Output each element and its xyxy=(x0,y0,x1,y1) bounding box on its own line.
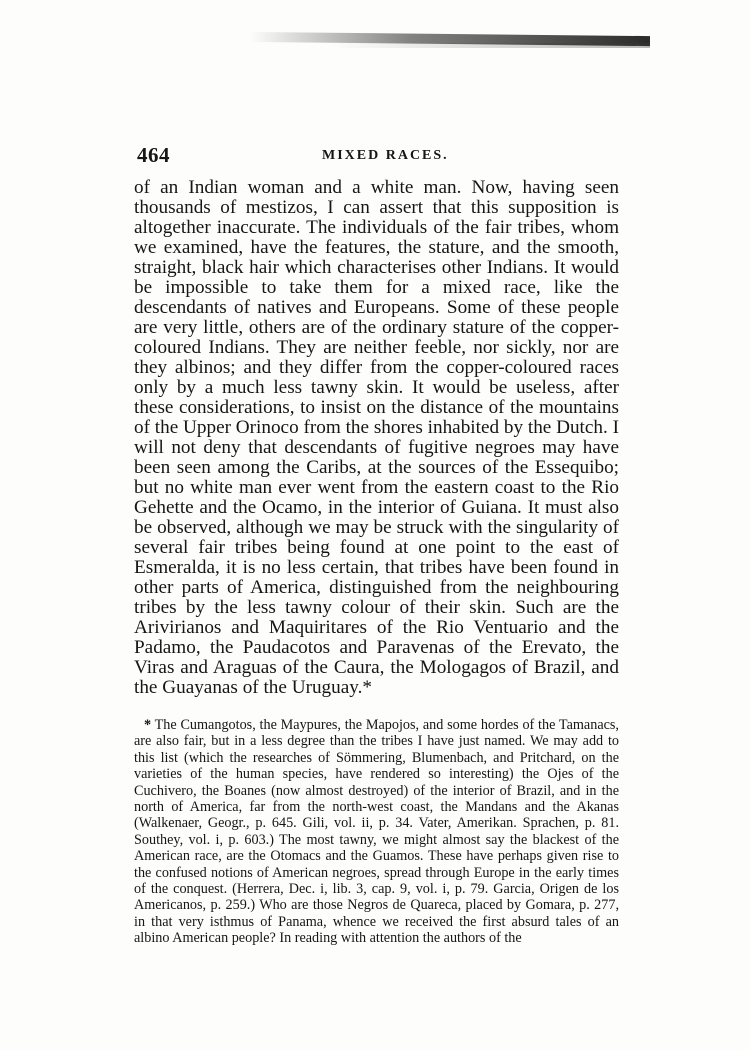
running-head: MIXED RACES. xyxy=(322,148,449,163)
footnote xyxy=(134,717,619,947)
footnote-marker: * xyxy=(144,717,152,733)
footnote-text: The Cumangotos, the Maypures, the Mapojos, and some hordes of the Tamanacs, are also fair, but in a less degree than the tribes I have just named. We may add to this list (which the researches of Sömmering, Blumenbach, and Pritchard, on the varieties of the human species, have rendered so interesting) the Ojes of the Cuchivero, the Boanes (now almost destroyed) of the interior of Brazil, and in the north of America, far from the north-west coast, the Mandans and the Akanas (Walkenaer, Geogr., p. 645. Gili, vol. ii, p. 34. Vater, Amerikan. Sprachen, p. 81. Southey, vol. i, p. 603.) The most tawny, we might almost say the blackest of the American race, are the Otomacs and the Guamos. These have perhaps given rise to the confused notions of American negroes, spread through Europe in the early times of the conquest. (Herrera, Dec. i, lib. 3, cap. 9, vol. i, p. 79. Garcia, Origen de los Americanos, p. 259.) Who are those Negros de Quareca, placed by Gomara, p. 277, in that very isthmus of Panama, whence we received the first absurd tales of an albino American people? In reading with attention the authors of the xyxy=(134,717,619,947)
page-number: 464 xyxy=(137,143,170,167)
body-paragraph: of an Indian woman and a white man. Now, having seen thousands of mestizos, I can assert that this supposition is altogether inaccurate. The individuals of the fair tribes, whom we examined, have the features, the stature, and the smooth, straight, black hair which characterises other Indians. It would be impossible to take them for a mixed race, like the descendants of natives and Europeans. Some of these people are very little, others are of the ordinary stature of the copper-coloured Indians. They are neither feeble, nor sickly, nor are they albinos; and they differ from the copper-coloured races only by a much less tawny skin. It would be useless, after these considerations, to insist on the distance of the mountains of the Upper Orinoco from the shores inhabited by the Dutch. I will not deny that descendants of fugitive negroes may have been seen among the Caribs, at the sources of the Essequibo; but no white man ever went from the eastern coast to the Rio Gehette and the Ocamo, in the interior of Guiana. It must also be observed, although we may be struck with the singularity of several fair tribes being found at one point to the east of Esmeralda, it is no less certain, that tribes have been found in other parts of America, distinguished from the neighbouring tribes by the less tawny colour of their skin. Such are the Arivirianos and Maquiritares of the Rio Ventuario and the Padamo, the Paudacotos and Paravenas of the Erevato, the Viras and Araguas of the Caura, the Mologagos of Brazil, and the Guayanas of the Uruguay.* xyxy=(134,177,619,698)
page-edge-shadow-secondary xyxy=(330,43,650,48)
page-header xyxy=(137,143,617,167)
